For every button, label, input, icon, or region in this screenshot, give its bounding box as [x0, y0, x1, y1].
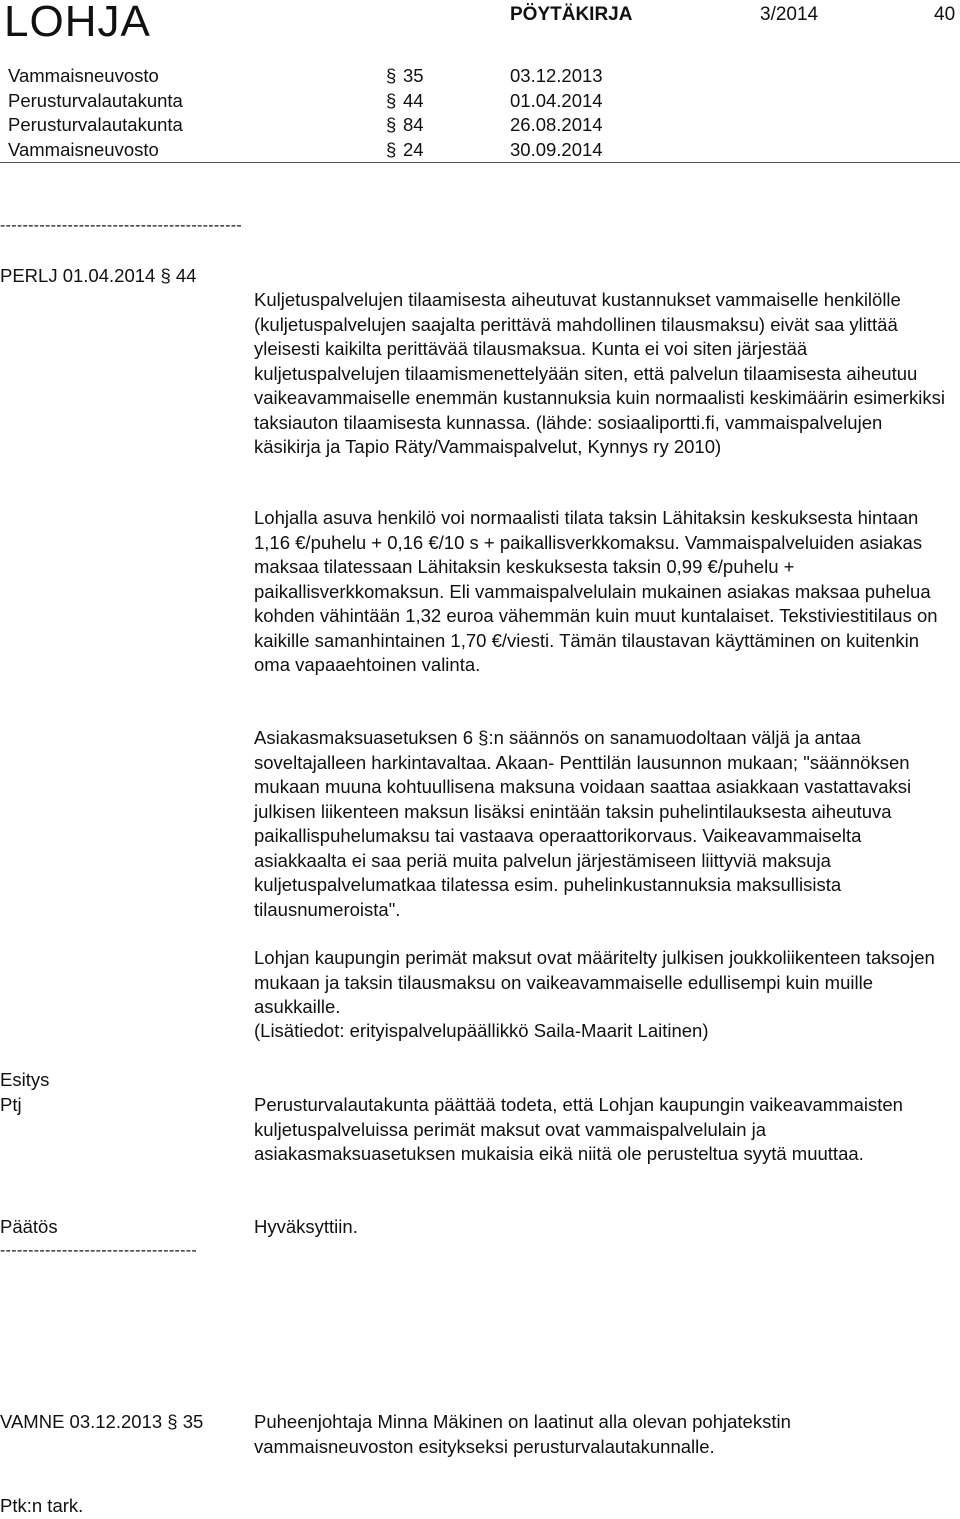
decision-text: Hyväksyttiin. — [254, 1216, 358, 1237]
reference-body: Perusturvalautakunta — [8, 114, 183, 135]
document-type: PÖYTÄKIRJA — [510, 4, 633, 25]
lohja-logo: LOHJA — [4, 0, 151, 46]
separator-line: ----------------------------------- — [0, 1242, 197, 1259]
perlj-contact-info: (Lisätiedot: erityispalvelupäällikkö Saila-Maarit Laitinen) — [254, 1020, 709, 1041]
reference-body: Vammaisneuvosto — [8, 138, 159, 160]
perlj-paragraph-1: Kuljetuspalvelujen tilaamisesta aiheutuvat kustannukset vammaiselle henkilölle (kuljetuspalvelujen saajalta perittävä mahdollinen tilausmaksu) eivät saa ylittää yleisesti kaikilta perittävää tilausmaksua. Kunta ei voi siten järjestää kuljetuspalvelujen tilaamismenettelyään siten, että palvelun tilaamisesta aiheutuu vaikeavammaiselle enemmän kustannuksia kuin normaalisti keskimäärin esimerkiksi taksiauton tilaamisesta kunnassa. (lähde: sosiaaliportti.fi, vammaispalvelujen käsikirja ja Tapio Räty/Vammaispalvelut, Kynnys ry 2010) — [254, 289, 945, 457]
section-sign-icon: § — [386, 114, 397, 135]
reference-date: 03.12.2013 — [510, 65, 603, 86]
section-sign-icon: § — [386, 65, 397, 86]
vamne-reference: VAMNE 03.12.2013 § 35 — [0, 1411, 204, 1432]
reference-number: 35 — [403, 65, 424, 86]
esitys-label: Esitys — [0, 1069, 50, 1090]
reference-number: 84 — [403, 114, 424, 135]
perlj-paragraph-3: Asiakasmaksuasetuksen 6 §:n säännös on sanamuodoltaan väljä ja antaa soveltajalleen harkintavaltaa. Akaan- Penttilän lausunnon mukaan; "säännöksen mukaan muuna kohtuullisena maksuna voidaan saattaa asiakkaan vastattavaksi julkisen liikenteen maksun lisäksi enintään taksin puhelintilauksesta aiheutuva paikallispuhelumaksu tai vastaava operaattorikorvaus. Vaikeavammaiselta asiakkaalta ei saa periä muita palvelun järjestämiseen liittyviä maksuja kuljetuspalvelumatkaa tilatessa esim. puhelinkustannuksia maksullisista tilausnumeroista". — [254, 727, 912, 920]
decision-label: Päätös — [0, 1216, 58, 1237]
section-sign-icon: § — [386, 138, 397, 160]
footer-check-label: Ptk:n tark. — [0, 1495, 84, 1516]
header-divider — [0, 162, 960, 163]
perlj-paragraph-2: Lohjalla asuva henkilö voi normaalisti tilata taksin Lähitaksin keskuksesta hintaan 1,16 €/puhelu + 0,16 €/10 s + paikallisverkkomaksu. Vammaispalveluiden asiakas maksaa tilatessaan Lähitaksin keskuksesta taksin 0,99 €/puhelu + paikallisverkkomaksun. Eli vammaispalvelulain mukainen asiakas maksaa puhelua kohden vähintään 1,32 euroa vähemmän kuin muut kuntalaiset. Tekstiviestitilaus on kaikille samanhintainen 1,70 €/viesti. Tämän tilaustavan käyttäminen on kuitenkin oma vapaaehtoinen valinta. — [254, 507, 938, 675]
reference-body: Perusturvalautakunta — [8, 89, 183, 111]
perlj-paragraph-4: Lohjan kaupungin perimät maksut ovat määritelty julkisen joukkoliikenteen taksojen mukaan ja taksin tilausmaksu on vaikeavammaiselle edullisempi kuin muille asukkaille. — [254, 947, 935, 1017]
ptj-label: Ptj — [0, 1094, 22, 1115]
reference-number: 44 — [403, 89, 424, 111]
issue-number: 3/2014 — [760, 4, 819, 25]
reference-date: 30.09.2014 — [510, 138, 603, 160]
reference-date: 01.04.2014 — [510, 89, 603, 111]
vamne-text: Puheenjohtaja Minna Mäkinen on laatinut alla olevan pohjatekstin vammaisneuvoston esitykseksi perusturvalautakunnalle. — [254, 1411, 791, 1457]
proposal-text: Perusturvalautakunta päättää todeta, että Lohjan kaupungin vaikeavammaisten kuljetuspalveluissa perimät maksut ovat vammaispalvelulain ja asiakasmaksuasetuksen mukaisia eikä niitä ole perusteltua syytä muuttaa. — [254, 1094, 903, 1164]
reference-date: 26.08.2014 — [510, 114, 603, 135]
page-number: 40 — [934, 4, 956, 25]
reference-number: 24 — [403, 138, 424, 160]
perlj-reference: PERLJ 01.04.2014 § 44 — [0, 265, 197, 286]
reference-body: Vammaisneuvosto — [8, 65, 159, 86]
separator-line: ------------------------------------------- — [0, 217, 243, 234]
section-sign-icon: § — [386, 89, 397, 111]
